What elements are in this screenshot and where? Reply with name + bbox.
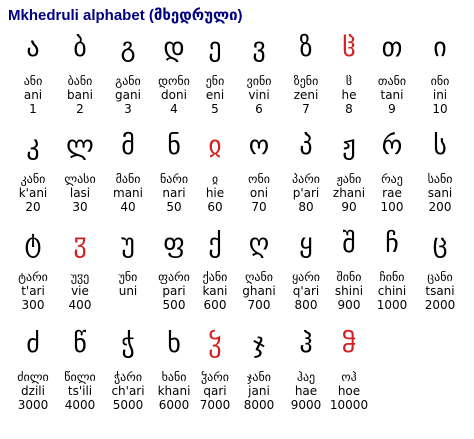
letter-numeric-value: 7000 (199, 398, 231, 412)
letter-cell (56, 326, 104, 412)
letter-cell (282, 30, 330, 116)
letter-glyph: ც (432, 229, 448, 259)
letter-name-latin: khani (157, 384, 191, 398)
letter-glyph: ჩ (385, 229, 399, 259)
letter-name-latin: bani (67, 88, 93, 102)
letter-numeric-value: 9 (388, 102, 396, 116)
letter-cell (9, 226, 57, 312)
letter-numeric-value: 400 (68, 298, 92, 312)
letter-name-georgian: ჱ (345, 74, 353, 88)
letter-glyph: ხ (167, 329, 181, 359)
letter-cell (368, 226, 416, 312)
letter-name-georgian: ტარი (18, 270, 48, 284)
letter-numeric-value: 900 (337, 298, 361, 312)
letter-numeric-value: 8 (345, 102, 353, 116)
letter-glyph: მ (121, 131, 135, 161)
letter-numeric-value: 200 (428, 200, 452, 214)
letter-numeric-value: 3000 (17, 398, 49, 412)
letter-cell (104, 128, 152, 214)
letter-glyph: ჭ (121, 329, 135, 359)
letter-numeric-value: 60 (207, 200, 223, 214)
letter-numeric-value: 4 (170, 102, 178, 116)
letter-name-latin: ani (23, 88, 43, 102)
letter-numeric-value: 50 (166, 200, 182, 214)
letter-cell (325, 30, 373, 116)
letter-name-latin: hae (294, 384, 318, 398)
letter-cell (325, 128, 373, 214)
letter-name-georgian: ვინი (246, 74, 272, 88)
letter-name-latin: dzili (21, 384, 45, 398)
letter-numeric-value: 9000 (290, 398, 322, 412)
letter-cell (9, 128, 57, 214)
letter-name-georgian: დონი (158, 74, 190, 88)
letter-cell (104, 30, 152, 116)
letter-cell (191, 226, 239, 312)
letter-name-latin: gani (115, 88, 141, 102)
letter-glyph: რ (381, 131, 403, 161)
letter-cell (325, 226, 373, 312)
letter-glyph: ჵ (341, 329, 357, 359)
letter-name-georgian: კანი (20, 172, 46, 186)
letter-name-latin: eni (205, 88, 225, 102)
letter-numeric-value: 90 (341, 200, 357, 214)
letter-glyph: ჯ (253, 329, 265, 359)
letter-name-georgian: ჭარი (113, 370, 143, 384)
letter-numeric-value: 800 (294, 298, 318, 312)
letter-numeric-value: 3 (124, 102, 132, 116)
letter-numeric-value: 70 (251, 200, 267, 214)
letter-name-georgian: ძილი (17, 370, 49, 384)
letter-name-latin: hoe (337, 384, 361, 398)
letter-name-latin: ts'ili (67, 384, 93, 398)
letter-name-latin: zhani (332, 186, 366, 200)
letter-name-latin: sani (427, 186, 453, 200)
letter-cell (282, 226, 330, 312)
letter-name-georgian: ბანი (67, 74, 93, 88)
letter-name-georgian: ფარი (158, 270, 190, 284)
letter-name-georgian: პარი (292, 172, 320, 186)
letter-numeric-value: 1000 (376, 298, 408, 312)
letter-glyph: პ (299, 131, 313, 161)
letter-glyph: ე (208, 33, 222, 63)
letter-glyph: თ (381, 33, 403, 63)
letter-name-latin: oni (249, 186, 269, 200)
letter-cell (235, 128, 283, 214)
letter-glyph: ზ (299, 33, 313, 63)
letter-cell (191, 326, 239, 412)
letter-cell (191, 30, 239, 116)
letter-name-latin: zeni (293, 88, 319, 102)
letter-glyph: ო (248, 131, 270, 161)
letter-cell (56, 128, 104, 214)
letter-name-georgian: ჰაე (296, 370, 316, 384)
letter-numeric-value: 300 (21, 298, 45, 312)
letter-name-georgian: ჴარი (200, 370, 230, 384)
letter-cell (416, 226, 464, 312)
letter-name-latin: qari (203, 384, 227, 398)
letter-numeric-value: 500 (162, 298, 186, 312)
letter-cell (56, 226, 104, 312)
letter-glyph: უ (121, 229, 135, 259)
letter-numeric-value: 4000 (64, 398, 96, 412)
letter-glyph: ი (433, 33, 447, 63)
letter-name-georgian: წილი (64, 370, 96, 384)
letter-numeric-value: 8000 (243, 398, 275, 412)
letter-name-georgian: ლასი (64, 172, 96, 186)
letter-cell (416, 128, 464, 214)
letter-name-latin: pari (162, 284, 186, 298)
letter-cell (104, 226, 152, 298)
letter-name-georgian: სანი (427, 172, 453, 186)
letter-name-latin: he (341, 88, 357, 102)
letter-cell (9, 326, 57, 412)
letter-glyph: ქ (208, 229, 222, 259)
letter-name-latin: lasi (69, 186, 91, 200)
letter-numeric-value: 2 (76, 102, 84, 116)
letter-name-latin: ch'ari (111, 384, 145, 398)
letter-name-latin: ghani (242, 284, 276, 298)
letter-glyph: ძ (26, 329, 40, 359)
letter-name-georgian: ანი (23, 74, 43, 88)
letter-name-georgian: უნი (118, 270, 138, 284)
letter-numeric-value: 100 (380, 200, 404, 214)
letter-name-georgian: რაე (381, 172, 403, 186)
letter-numeric-value: 600 (203, 298, 227, 312)
letter-glyph: ვ (252, 33, 266, 63)
letter-name-georgian: ენი (205, 74, 225, 88)
letter-glyph: ს (433, 131, 447, 161)
letter-name-latin: nari (162, 186, 186, 200)
letter-numeric-value: 6000 (158, 398, 190, 412)
letter-numeric-value: 30 (72, 200, 88, 214)
letter-name-georgian: ჲ (211, 172, 219, 186)
letter-name-latin: tani (380, 88, 404, 102)
letter-name-georgian: განი (115, 74, 141, 88)
letter-glyph: ყ (299, 229, 313, 259)
letter-numeric-value: 20 (25, 200, 41, 214)
letter-glyph: ჲ (208, 131, 222, 161)
letter-glyph: გ (120, 33, 136, 63)
letter-numeric-value: 700 (247, 298, 271, 312)
letter-name-latin: chini (377, 284, 407, 298)
letter-numeric-value: 6 (255, 102, 263, 116)
letter-glyph: ჰ (299, 329, 313, 359)
letter-name-latin: k'ani (18, 186, 48, 200)
letter-cell (282, 128, 330, 214)
letter-glyph: ჳ (73, 229, 87, 259)
letter-name-georgian: ონი (248, 172, 270, 186)
letter-name-latin: q'ari (292, 284, 320, 298)
letter-name-georgian: ხანი (161, 370, 187, 384)
letter-cell (235, 30, 283, 116)
letter-cell (325, 326, 373, 412)
letter-name-georgian: ჩინი (379, 270, 405, 284)
page-title: Mkhedruli alphabet (მხედრული) (8, 7, 243, 24)
letter-glyph: ღ (248, 229, 270, 259)
letter-glyph: ლ (66, 131, 94, 161)
letter-name-georgian: ნარი (159, 172, 189, 186)
letter-cell (282, 326, 330, 412)
letter-cell (368, 30, 416, 116)
letter-name-latin: mani (113, 186, 143, 200)
letter-glyph: ტ (24, 229, 42, 259)
letter-glyph: დ (163, 33, 185, 63)
letter-glyph: კ (26, 131, 40, 161)
letter-name-latin: uni (118, 284, 138, 298)
letter-cell (416, 30, 464, 116)
letter-glyph: წ (73, 329, 87, 359)
letter-name-latin: shini (334, 284, 364, 298)
letter-numeric-value: 80 (298, 200, 314, 214)
letter-glyph: ნ (167, 131, 181, 161)
letter-numeric-value: 5000 (112, 398, 144, 412)
letter-name-latin: t'ari (21, 284, 45, 298)
letter-name-georgian: ინი (430, 74, 450, 88)
letter-name-latin: rae (382, 186, 402, 200)
letter-cell (9, 30, 57, 116)
letter-name-georgian: მანი (115, 172, 141, 186)
letter-name-latin: ini (432, 88, 448, 102)
letter-numeric-value: 40 (120, 200, 136, 214)
letter-numeric-value: 7 (302, 102, 310, 116)
letter-numeric-value: 2000 (424, 298, 456, 312)
letter-glyph: ბ (73, 33, 87, 63)
letter-name-latin: kani (202, 284, 228, 298)
letter-cell (235, 326, 283, 412)
letter-glyph: ჱ (342, 33, 356, 63)
letter-glyph: ჴ (208, 329, 222, 359)
letter-name-georgian: ცანი (427, 270, 453, 284)
letter-name-latin: vini (248, 88, 270, 102)
letter-name-georgian: ღანი (244, 270, 273, 284)
letter-name-latin: jani (248, 384, 270, 398)
letter-cell (56, 30, 104, 116)
letter-cell (104, 326, 152, 412)
letter-name-latin: vie (71, 284, 89, 298)
letter-glyph: ჟ (342, 131, 356, 161)
letter-name-latin: hie (205, 186, 225, 200)
letter-name-georgian: ზენი (293, 74, 319, 88)
letter-name-georgian: თანი (377, 74, 407, 88)
letter-name-georgian: ჯანი (246, 370, 272, 384)
letter-cell (191, 128, 239, 214)
letter-name-georgian: ყარი (291, 270, 321, 284)
letter-cell (368, 128, 416, 214)
letter-name-georgian: ოჰ (341, 370, 357, 384)
letter-name-georgian: ჟანი (336, 172, 362, 186)
letter-numeric-value: 10000 (329, 398, 369, 412)
letter-name-georgian: შინი (336, 270, 362, 284)
letter-numeric-value: 1 (29, 102, 37, 116)
letter-glyph: ფ (163, 229, 185, 259)
letter-name-latin: p'ari (292, 186, 320, 200)
letter-numeric-value: 5 (211, 102, 219, 116)
letter-name-latin: doni (161, 88, 187, 102)
letter-glyph: შ (342, 229, 356, 259)
letter-numeric-value: 10 (432, 102, 448, 116)
letter-name-latin: tsani (425, 284, 455, 298)
letter-name-georgian: ქანი (202, 270, 228, 284)
letter-cell (235, 226, 283, 312)
letter-name-georgian: უჳე (70, 270, 90, 284)
letter-glyph: ა (26, 33, 40, 63)
